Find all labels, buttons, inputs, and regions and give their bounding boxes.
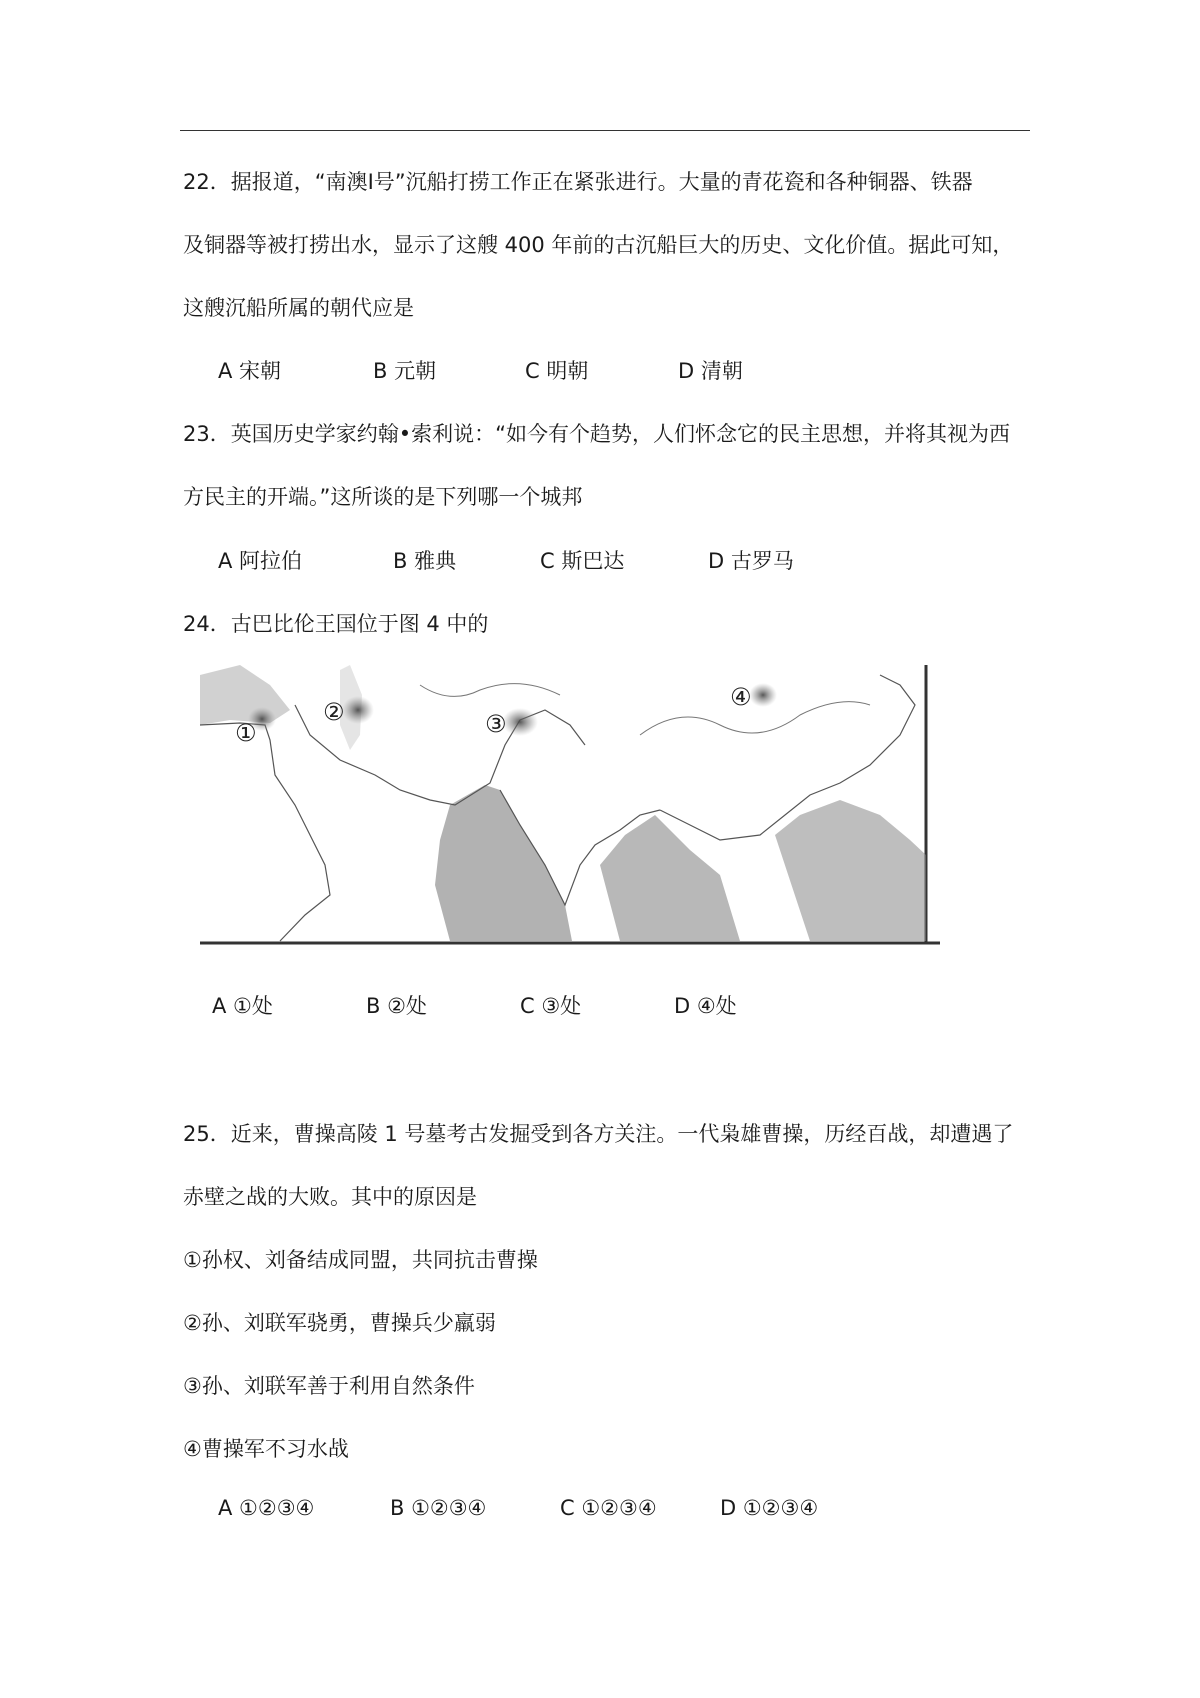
q22-option-a[interactable]: A 宋朝 (218, 359, 282, 383)
asia-map-figure (200, 665, 940, 945)
q23-option-b[interactable]: B 雅典 (393, 549, 457, 573)
africa-coast (200, 723, 330, 941)
map-label-2: ② (323, 698, 345, 726)
q23-option-a[interactable]: A 阿拉伯 (218, 549, 303, 573)
q25-item-4: ④曹操军不习水战 (183, 1437, 349, 1461)
river-line (640, 702, 870, 735)
q24-line-1: 24．古巴比伦王国位于图 4 中的 (183, 612, 489, 636)
q24-option-a[interactable]: A ①处 (212, 994, 273, 1018)
q22-line-3: 这艘沉船所属的朝代应是 (183, 296, 414, 320)
q23-line-2: 方民主的开端。”这所谈的是下列哪一个城邦 (183, 485, 583, 509)
q22-line-1: 22．据报道，“南澳Ⅰ号”沉船打捞工作正在紧张进行。大量的青花瓷和各种铜器、铁器 (183, 170, 973, 194)
q22-option-b[interactable]: B 元朝 (373, 359, 437, 383)
bay-of-bengal (600, 815, 740, 941)
south-china-sea (775, 800, 926, 941)
site-2-marker (342, 696, 374, 724)
map-label-3: ③ (485, 710, 507, 738)
q24-option-b[interactable]: B ②处 (366, 994, 427, 1018)
q25-line-1: 25．近来，曹操高陵 1 号墓考古发掘受到各方关注。一代枭雄曹操，历经百战，却遭遇了 (183, 1122, 1014, 1146)
q25-option-b[interactable]: B ①②③④ (390, 1496, 487, 1520)
q24-option-c[interactable]: C ③处 (520, 994, 582, 1018)
q25-line-2: 赤壁之战的大败。其中的原因是 (183, 1185, 477, 1209)
site-3-marker (502, 708, 538, 736)
map-label-4: ④ (730, 683, 752, 711)
q23-line-1: 23．英国历史学家约翰•索利说：“如今有个趋势，人们怀念它的民主思想，并将其视为西 (183, 422, 1010, 446)
q23-option-c[interactable]: C 斯巴达 (540, 549, 625, 573)
arabian-sea (435, 785, 572, 941)
q22-line-2: 及铜器等被打捞出水，显示了这艘 400 年前的古沉船巨大的历史、文化价值。据此可知， (183, 233, 1014, 257)
mediterranean-sea (200, 665, 290, 725)
header-rule (180, 130, 1030, 131)
q22-option-d[interactable]: D 清朝 (678, 359, 743, 383)
q25-item-1: ①孙权、刘备结成同盟，共同抗击曹操 (183, 1248, 538, 1272)
q25-option-c[interactable]: C ①②③④ (560, 1496, 657, 1520)
q23-option-d[interactable]: D 古罗马 (708, 549, 794, 573)
river-line (420, 684, 560, 697)
q22-option-c[interactable]: C 明朝 (525, 359, 589, 383)
q25-option-d[interactable]: D ①②③④ (720, 1496, 819, 1520)
q25-item-2: ②孙、刘联军骁勇，曹操兵少羸弱 (183, 1311, 496, 1335)
q25-option-a[interactable]: A ①②③④ (218, 1496, 315, 1520)
q24-option-d[interactable]: D ④处 (674, 994, 737, 1018)
map-label-1: ① (235, 719, 257, 747)
q25-item-3: ③孙、刘联军善于利用自然条件 (183, 1374, 475, 1398)
site-4-marker (749, 683, 777, 707)
